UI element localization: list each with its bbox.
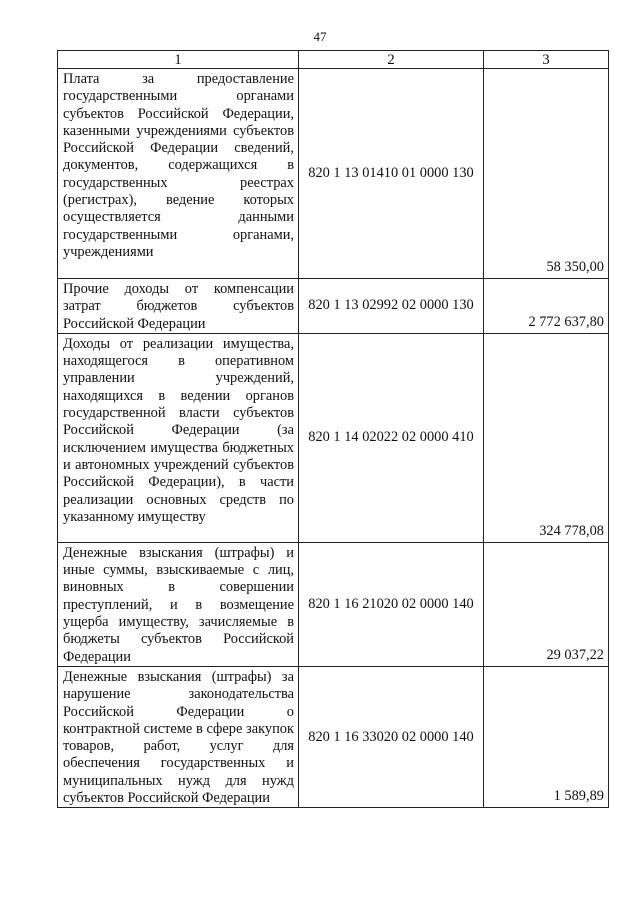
- revenue-name-cell: Доходы от реализации имущества, находящегося в оперативном управлении учреждений, находящихся в ведении органов государственной власти субъектов Российской Федерации (за исключением имущества бюджетных и автономных учреждений субъектов Российской Федерации), в части реализации основных средств по указанному имуществу: [58, 333, 299, 542]
- amount-cell: 324 778,08: [484, 333, 609, 542]
- amount-cell: 29 037,22: [484, 542, 609, 666]
- classification-code-cell: 820 1 16 33020 02 0000 140: [299, 666, 484, 807]
- table-row: [58, 69, 609, 279]
- column-header-1: 1: [58, 51, 299, 69]
- classification-code-cell: 820 1 13 02992 02 0000 130: [299, 279, 484, 334]
- column-header-2: 2: [299, 51, 484, 69]
- classification-code-cell: 820 1 14 02022 02 0000 410: [299, 333, 484, 542]
- table-header-row: [58, 51, 609, 69]
- amount-cell: 58 350,00: [484, 69, 609, 279]
- amount-cell: 1 589,89: [484, 666, 609, 807]
- classification-code-cell: 820 1 13 01410 01 0000 130: [299, 69, 484, 279]
- page-number: 47: [313, 29, 327, 44]
- column-header-3: 3: [484, 51, 609, 69]
- revenue-name-cell: Денежные взыскания (штрафы) и иные суммы, взыскиваемые с лиц, виновных в совершении преступлений, и в возмещение ущерба имуществу, зачисляемые в бюджеты субъектов Российской Федерации: [58, 542, 299, 666]
- revenue-name-cell: Денежные взыскания (штрафы) за нарушение законодательства Российской Федерации о контрактной системе в сфере закупок товаров, работ, услуг для обеспечения государственных и муниципальных нужд для нужд субъектов Российской Федерации: [58, 666, 299, 807]
- classification-code-cell: 820 1 16 21020 02 0000 140: [299, 542, 484, 666]
- table-row: [58, 279, 609, 334]
- table-row: [58, 666, 609, 807]
- revenue-name-cell: Прочие доходы от компенсации затрат бюджетов субъектов Российской Федерации: [58, 279, 299, 334]
- table-row: [58, 333, 609, 542]
- revenue-table: [57, 50, 609, 808]
- amount-cell: 2 772 637,80: [484, 279, 609, 334]
- table-row: [58, 542, 609, 666]
- revenue-name-cell: Плата за предоставление государственными органами субъектов Российской Федерации, казенными учреждениями субъектов Российской Федерации сведений, документов, содержащихся в государственных реестрах (регистрах), ведение которых осуществляется данными государственными органами, учреждениями: [58, 69, 299, 279]
